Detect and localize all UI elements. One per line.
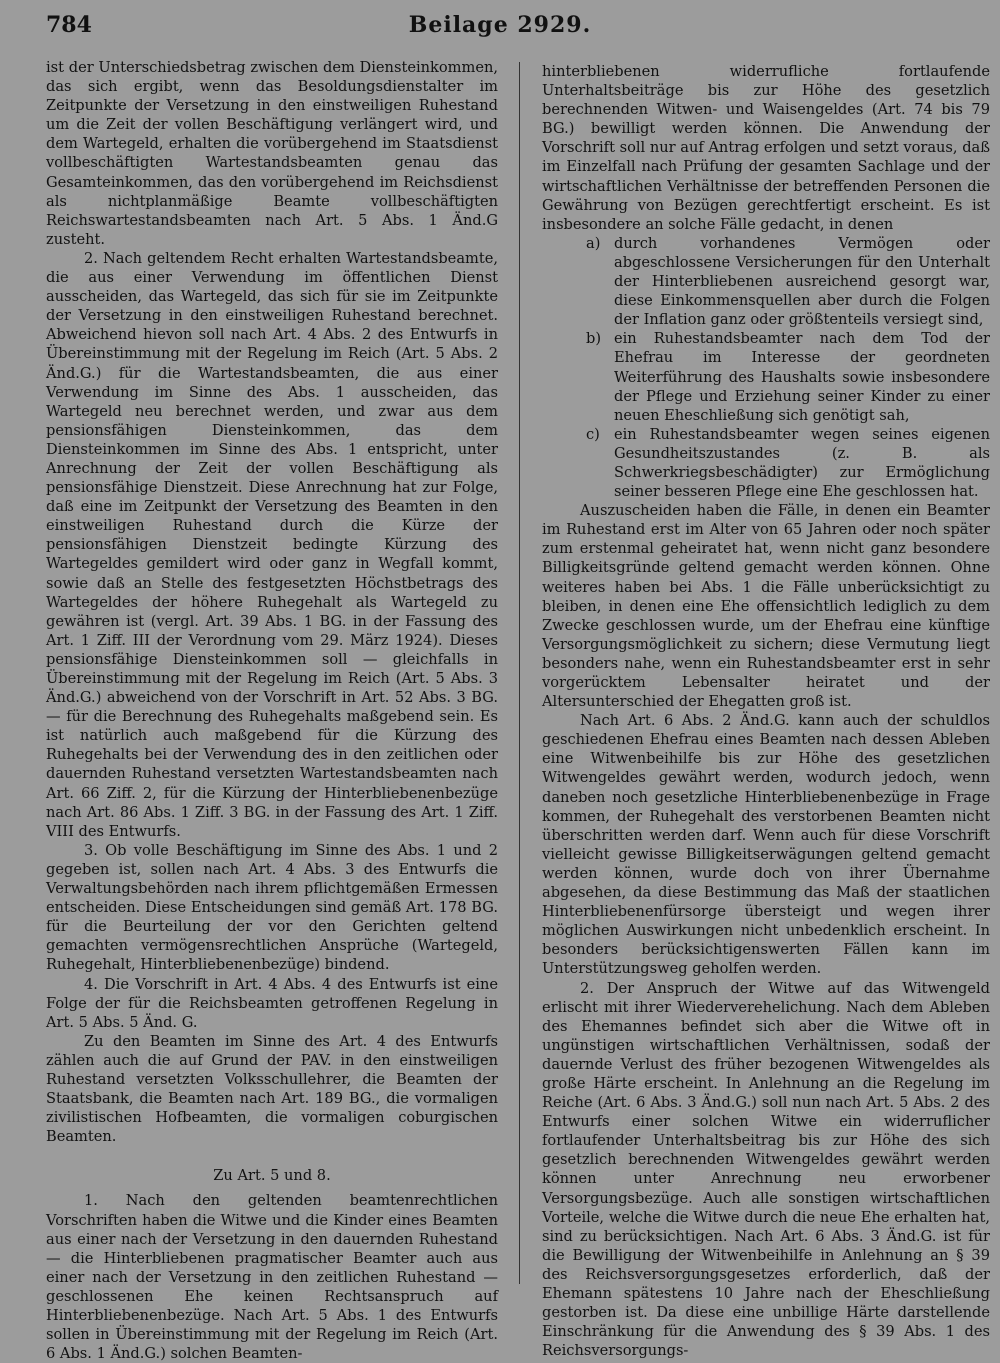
paragraph: 3. Ob volle Beschäftigung im Sinne des Abs. 1 und 2 gegeben ist, sollen nach Art. 4 Abs. 3 des Entwurfs die Verwaltungsbehörden nach ihrem pflichtgemäßen Ermessen entscheiden. Diese Entscheidungen sind gemäß Art. 178 BG. für die Beurteilung der vor den Gerichten geltend gemachten vermögensrechtlichen Ansprüche (Wartegeld, Ruhegehalt, Hinterbliebenenbezüge) bindend.: [46, 841, 498, 974]
left-column: [46, 58, 498, 1363]
paragraph: 4. Die Vorschrift in Art. 4 Abs. 4 des Entwurfs ist eine Folge der für die Reichsbeamten getroffenen Regelung in Art. 5 Abs. 5 Änd. G.: [46, 975, 498, 1031]
paragraph: Zu den Beamten im Sinne des Art. 4 des Entwurfs zählen auch die auf Grund der PAV. in den einstweiligen Ruhestand versetzten Volksschullehrer, die Beamten der Staatsbank, die Beamten nach Art. 189 BG., die vormaligen zivilistischen Hofbeamten, die vormaligen coburgischen Beamten.: [46, 1032, 498, 1146]
enumeration-marker: b): [586, 330, 602, 348]
page-header: Beilage 2929.: [408, 12, 592, 38]
enumeration-item: [542, 425, 990, 501]
enumeration-marker: a): [586, 234, 601, 252]
paragraph: 1. Nach den geltenden beamtenrechtlichen Vorschriften haben die Witwe und die Kinder eines Beamten aus einer nach der Versetzung in den dauernden Ruhestand — die Hinterbliebenen pragmatischer Beamter auch aus einer nach der Versetzung in den zeitlichen Ruhestand — geschlossenen Ehe keinen Rechtsanspruch auf Hinterbliebenenbezüge. Nach Art. 5 Abs. 1 des Entwurfs sollen in Übereinstimmung mit der Regelung im Reich (Art. 6 Abs. 1 Änd.G.) solchen Beamten-: [46, 1192, 498, 1363]
paragraph: 2. Nach geltendem Recht erhalten Wartestandsbeamte, die aus einer Verwendung im öffentlichen Dienst ausscheiden, das Wartegeld, das sich für sie im Zeitpunkte der Versetzung in den einstweiligen Ruhestand berechnet. Abweichend hievon soll nach Art. 4 Abs. 2 des Entwurfs in Übereinstimmung mit der Regelung im Reich (Art. 5 Abs. 2 Änd.G.) für die Wartestandsbeamten, die aus einer Verwendung im Sinne des Abs. 1 ausscheiden, das Wartegeld neu berechnet werden, und zwar aus dem pensionsfähigen Diensteinkommen, das dem Diensteinkommen im Sinne des Abs. 1 entspricht, unter Anrechnung der Zeit der vollen Beschäftigung als pensionsfähige Dienstzeit. Diese Anrechnung hat zur Folge, daß eine im Zeitpunkt der Versetzung des Beamten in den einstweiligen Ruhestand durch die Kürze der pensionsfähigen Dienstzeit bedingte Kürzung des Wartegeldes gemildert wird oder ganz in Wegfall kommt, sowie daß an Stelle des festgesetzten Höchstbetrags des Wartegeldes der höhere Ruhegehalt als Wartegeld zu gewähren ist (vergl. Art. 39 Abs. 1 BG. in der Fassung des Art. 1 Ziff. III der Verordnung vom 29. März 1924). Dieses pensionsfähige Diensteinkommen soll — gleichfalls in Übereinstimmung mit der Regelung im Reich (Art. 5 Abs. 3 Änd.G.) abweichend von der Vorschrift in Art. 52 Abs. 3 BG. — für die Berechnung des Ruhegehalts maßgebend sein. Es ist natürlich auch maßgebend für die Kürzung des Ruhegehalts bei der Verwendung des in den zeitlichen oder dauernden Ruhestand versetzten Wartestandsbeamten nach Art. 66 Ziff. 2, für die Kürzung der Hinterbliebenenbezüge nach Art. 86 Abs. 1 Ziff. 3 BG. in der Fassung des Art. 1 Ziff. VIII des Entwurfs.: [46, 249, 498, 840]
paragraph: Auszuscheiden haben die Fälle, in denen ein Beamter im Ruhestand erst im Alter von 65 Jahren oder noch später zum erstenmal geheiratet hat, wenn nicht ganz besondere Billigkeitsgründe geltend gemacht werden können. Ohne weiteres haben bei Abs. 1 die Fälle unberücksichtigt zu bleiben, in denen eine Ehe offensichtlich lediglich zu dem Zwecke geschlossen wurde, um der Ehefrau eine künftige Versorgungsmöglichkeit zu sichern; diese Vermutung liegt besonders nahe, wenn ein Ruhestandsbeamter erst in sehr vorgerücktem Lebensalter heiratet und der Altersunterschied der Ehegatten groß ist.: [542, 502, 990, 711]
enumeration-marker: c): [586, 425, 600, 443]
enumeration-text: ein Ruhestandsbeamter wegen seines eigenen Gesundheitszustandes (z. B. als Schwerkriegsbeschädigter) zur Ermöglichung seiner besseren Pflege eine Ehe geschlossen hat.: [614, 425, 990, 501]
paragraph: 2. Der Anspruch der Witwe auf das Witwengeld erlischt mit ihrer Wiederverehelichung. Nach dem Ableben des Ehemannes befindet sich aber die Witwe oft in ungünstigen wirtschaftlichen Verhältnissen, sodaß der dauernde Verlust des früher bezogenen Witwengeldes als große Härte erscheint. In Anlehnung an die Regelung im Reiche (Art. 6 Abs. 3 Änd.G.) soll nun nach Art. 5 Abs. 2 des Entwurfs einer solchen Witwe ein widerruflicher fortlaufender Unterhaltsbeitrag bis zur Höhe des sich gesetzlich berechnenden Witwengeldes gewährt werden können unter Anrechnung neu erworbener Versorgungsbezüge. Auch alle sonstigen wirtschaftlichen Vorteile, welche die Witwe durch die neue Ehe erhalten hat, sind zu berücksichtigen. Nach Art. 6 Abs. 3 Änd.G. ist für die Bewilligung der Witwenbeihilfe in Anlehnung an § 39 des Reichsversorgungsgesetzes erforderlich, daß der Ehemann spätestens 10 Jahre nach der Eheschließung gestorben ist. Da diese eine unbillige Härte darstellende Einschränkung für die Anwendung des § 39 Abs. 1 des Reichsversorgungs-: [542, 979, 990, 1360]
enumeration-item: [542, 234, 990, 329]
paragraph: Nach Art. 6 Abs. 2 Änd.G. kann auch der schuldlos geschiedenen Ehefrau eines Beamten nach dessen Ableben eine Witwenbeihilfe bis zur Höhe des gesetzlichen Witwengeldes gewährt werden, wodurch jedoch, wenn daneben noch gesetzliche Hinterbliebenenbezüge in Frage kommen, der Ruhegehalt des verstorbenen Beamten nicht überschritten werden darf. Wenn auch für diese Vorschrift vielleicht gewisse Billigkeitserwägungen geltend gemacht werden können, wurde doch von ihrer Übernahme abgesehen, da diese Bestimmung das Maß der staatlichen Hinterbliebenenfürsorge übersteigt und wegen ihrer möglichen Auswirkungen nicht unbedenklich erscheint. In besonders berücksichtigenswerten Fällen kann im Unterstützungsweg geholfen werden.: [542, 712, 990, 978]
column-divider: [519, 62, 520, 1284]
section-heading: Zu Art. 5 und 8.: [213, 1167, 331, 1185]
page-number: 784: [46, 12, 92, 38]
paragraph: ist der Unterschiedsbetrag zwischen dem Diensteinkommen, das sich ergibt, wenn das Besoldungsdienstalter im Zeitpunkte der Versetzung in den einstweiligen Ruhestand um die Zeit der vollen Beschäftigung verlängert wird, und dem Wartegeld, erhalten die vorübergehend im Staatsdienst vollbeschäftigten Wartestandsbeamten genau das Gesamteinkommen, das den vorübergehend im Reichsdienst als nichtplanmäßige Beamte vollbeschäftigten Reichswartestandsbeamten nach Art. 5 Abs. 1 Änd.G zusteht.: [46, 59, 498, 248]
enumeration-text: durch vorhandenes Vermögen oder abgeschlossene Versicherungen für den Unterhalt der Hinterbliebenen ausreichend gesorgt war, diese Einkommensquellen aber durch die Folgen der Inflation ganz oder größtenteils versiegt sind,: [614, 234, 990, 329]
paragraph: hinterbliebenen widerrufliche fortlaufende Unterhaltsbeiträge bis zur Höhe des gesetzlich berechnenden Witwen- und Waisengeldes (Art. 74 bis 79 BG.) bewilligt werden können. Die Anwendung der Vorschrift soll nur auf Antrag erfolgen und setzt voraus, daß im Einzelfall nach Prüfung der gesamten Sachlage und der wirtschaftlichen Verhältnisse der betreffenden Personen die Gewährung von Bezügen gerechtfertigt erscheint. Es ist insbesondere an solche Fälle gedacht, in denen: [542, 63, 990, 233]
right-column: [542, 62, 990, 1360]
enumeration-item: [542, 329, 990, 424]
enumeration-text: ein Ruhestandsbeamter nach dem Tod der Ehefrau im Interesse der geordneten Weiterführung des Haushalts sowie insbesondere der Pflege und Erziehung seiner Kinder zu einer neuen Eheschließung sich genötigt sah,: [614, 330, 990, 424]
